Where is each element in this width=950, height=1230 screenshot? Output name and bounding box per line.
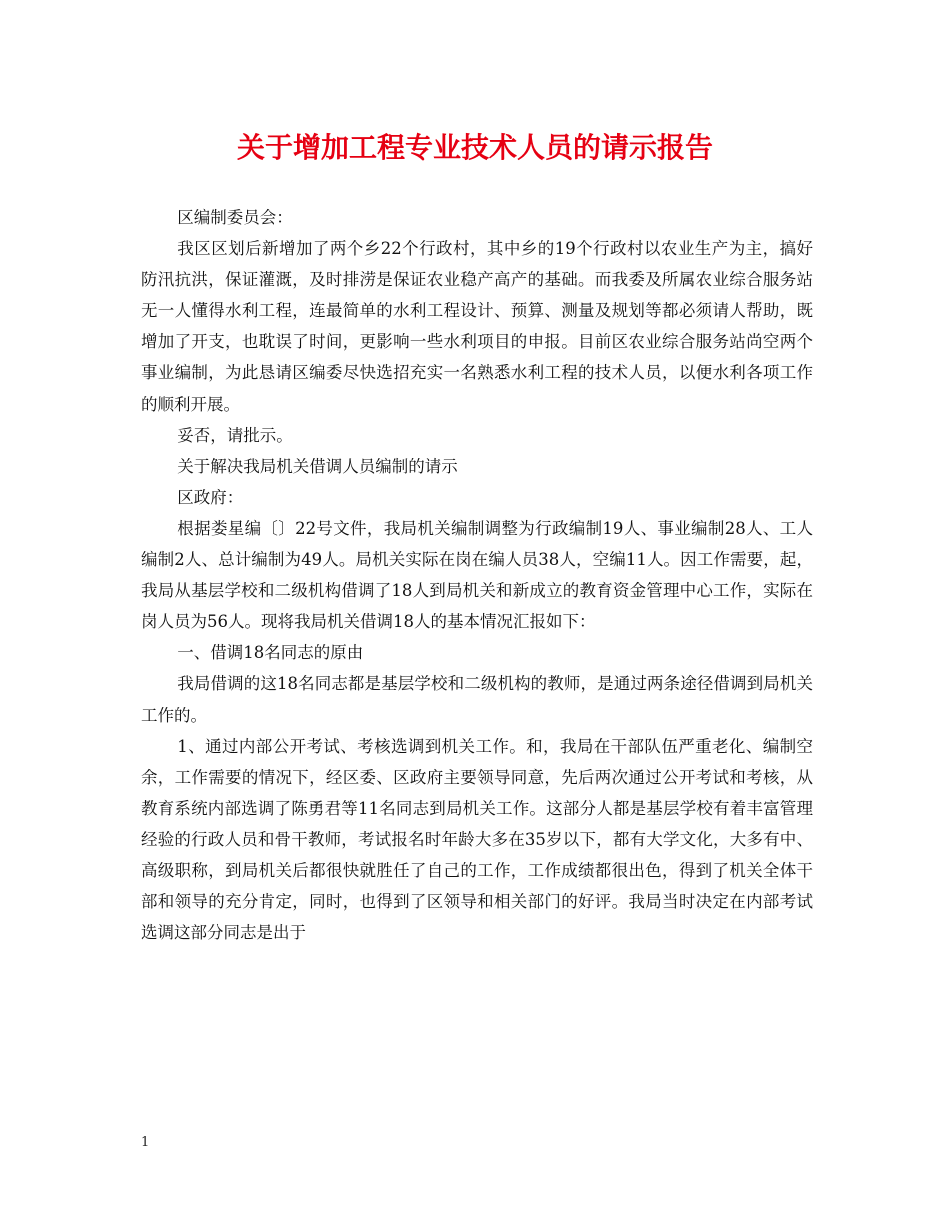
page-number: 1 xyxy=(141,1135,150,1150)
closing-paragraph: 妥否，请批示。 xyxy=(177,425,293,445)
salutation-paragraph: 区编制委员会： xyxy=(177,208,293,227)
document-title: 关于增加工程专业技术人员的请示报告 xyxy=(236,131,713,164)
body-paragraph: 1、通过内部公开考试、考核选调到机关工作。和，我局在干部队伍严重老化、编制空余，工作需要的情况下，经区委、区政府主要领导同意，先后两次通过公开考试和考核，从教育系统内部选调了陈勇君等11名同志到局机关工作。这部分人都是基层学校有着丰富管理经验的行政人员和骨干教师，考试报名时年龄大多在35岁以下，都有大学文化，大多有中、高级职称，到局机关后都很快就胜任了自己的工作，工作成绩都很出色，得到了机关全体干部和领导的充分肯定，同时，也得到了区领导和相关部门的好评。我局当时决定在内部考试选调这部分同志是出于 xyxy=(141,736,813,943)
subtitle-paragraph: 关于解决我局机关借调人员编制的请示 xyxy=(177,456,458,476)
body-paragraph: 我区区划后新增加了两个乡22个行政村，其中乡的19个行政村以农业生产为主，搞好防汛抗洪，保证灌溉，及时排涝是保证农业稳产高产的基础。而我委及所属农业综合服务站无一人懂得水利工程，连最简单的水利工程设计、预算、测量及规划等都必须请人帮助，既增加了开支，也耽误了时间，更影响一些水利项目的申报。目前区农业综合服务站尚空两个事业编制，为此恳请区编委尽快选招充实一名熟悉水利工程的技术人员，以便水利各项工作的顺利开展。 xyxy=(141,239,813,414)
salutation-paragraph: 区政府： xyxy=(177,487,244,507)
body-paragraph: 我局借调的这18名同志都是基层学校和二级机构的教师，是通过两条途径借调到局机关工作的。 xyxy=(141,674,813,725)
section-heading: 一、借调18名同志的原由 xyxy=(177,643,364,663)
body-paragraph: 根据娄星编〔〕22号文件，我局机关编制调整为行政编制19人、事业编制28人、工人编制2人、总计编制为49人。局机关实际在岗在编人员38人，空编11人。因工作需要，起，我局从基层学校和二级机构借调了18人到局机关和新成立的教育资金管理中心工作，实际在岗人员为56人。现将我局机关借调18人的基本情况汇报如下： xyxy=(141,518,813,632)
document-body xyxy=(141,202,813,948)
